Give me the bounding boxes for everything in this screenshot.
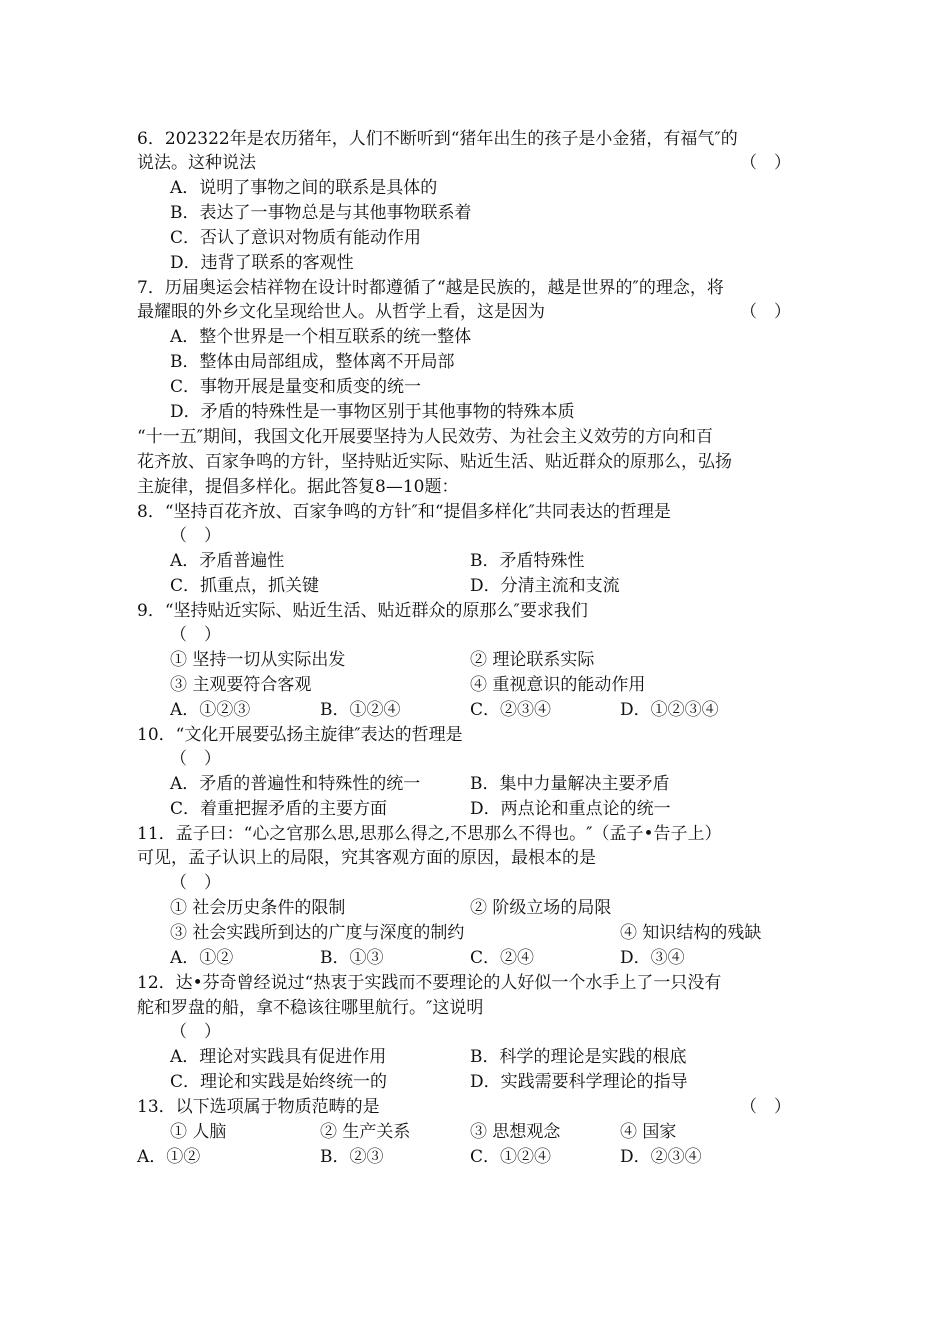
q10-option-b: B．集中力量解决主要矛盾 bbox=[470, 774, 670, 794]
q6-option-d: D．违背了联系的客观性 bbox=[170, 253, 354, 273]
q7-option-c: C．事物开展是量变和质变的统一 bbox=[170, 377, 422, 397]
q11-option-d: D．③④ bbox=[620, 948, 685, 968]
passage-line1: “十一五″期间，我国文化开展要坚持为人民效劳、为社会主义效劳的方向和百 bbox=[137, 427, 714, 447]
q9-statement-4: ④ 重视意识的能动作用 bbox=[470, 675, 646, 695]
q9-answer-blank: （ ） bbox=[170, 625, 221, 645]
q13-statement-4: ④ 国家 bbox=[620, 1122, 677, 1142]
q11-answer-blank: （ ） bbox=[170, 873, 221, 893]
q7-stem-line2: 最耀眼的外乡文化呈现给世人。从哲学上看，这是因为 bbox=[137, 302, 545, 322]
q13-statement-1: ① 人脑 bbox=[170, 1122, 227, 1142]
q10-answer-blank: （ ） bbox=[170, 749, 221, 769]
q13-statement-2: ② 生产关系 bbox=[320, 1122, 411, 1142]
q8-option-b: B．矛盾特殊性 bbox=[470, 551, 585, 571]
q8-option-a: A．矛盾普遍性 bbox=[170, 551, 285, 571]
q12-stem-line1: 12．达•芬奇曾经说过“热衷于实践而不要理论的人好似一个水手上了一只没有 bbox=[137, 973, 722, 993]
q12-answer-blank: （ ） bbox=[170, 1022, 221, 1042]
q13-statement-3: ③ 思想观念 bbox=[470, 1122, 561, 1142]
q6-option-a: A．说明了事物之间的联系是具体的 bbox=[170, 178, 438, 198]
q11-option-a: A．①② bbox=[170, 948, 234, 968]
q8-answer-blank: （ ） bbox=[170, 526, 221, 546]
q9-statement-1: ① 坚持一切从实际出发 bbox=[170, 650, 346, 670]
q9-statement-2: ② 理论联系实际 bbox=[470, 650, 595, 670]
q9-statement-3: ③ 主观要符合客观 bbox=[170, 675, 312, 695]
q12-option-b: B．科学的理论是实践的根底 bbox=[470, 1047, 687, 1067]
q11-stem-line2: 可见，孟子认识上的局限，究其客观方面的原因，最根本的是 bbox=[137, 848, 596, 868]
q11-statement-3: ③ 社会实践所到达的广度与深度的制约 bbox=[170, 923, 465, 943]
q12-option-c: C．理论和实践是始终统一的 bbox=[170, 1072, 388, 1092]
q11-option-c: C．②④ bbox=[470, 948, 535, 968]
q8-stem: 8．“坚持百花齐放、百家争鸣的方针″和“提倡多样化″共同表达的哲理是 bbox=[137, 502, 671, 522]
q11-statement-4: ④ 知识结构的残缺 bbox=[620, 923, 762, 943]
q9-option-b: B．①②④ bbox=[320, 700, 401, 720]
q7-option-b: B．整体由局部组成，整体离不开局部 bbox=[170, 352, 455, 372]
q11-option-b: B．①③ bbox=[320, 948, 384, 968]
q13-option-d: D．②③④ bbox=[620, 1147, 702, 1167]
q6-answer-blank: （ ） bbox=[740, 153, 791, 173]
q10-option-c: C．着重把握矛盾的主要方面 bbox=[170, 799, 388, 819]
q11-statement-2: ② 阶级立场的局限 bbox=[470, 898, 612, 918]
q13-option-a: A．①② bbox=[137, 1147, 201, 1167]
q10-stem: 10．“文化开展要弘扬主旋律″表达的哲理是 bbox=[137, 725, 463, 745]
q7-option-a: A．整个世界是一个相互联系的统一整体 bbox=[170, 327, 472, 347]
q8-option-d: D．分清主流和支流 bbox=[470, 576, 620, 596]
q8-option-c: C．抓重点，抓关键 bbox=[170, 576, 320, 596]
q10-option-d: D．两点论和重点论的统一 bbox=[470, 799, 671, 819]
q7-answer-blank: （ ） bbox=[740, 302, 791, 322]
q13-answer-blank: （ ） bbox=[740, 1097, 791, 1117]
q10-option-a: A．矛盾的普遍性和特殊性的统一 bbox=[170, 774, 421, 794]
q13-stem: 13．以下选项属于物质范畴的是 bbox=[137, 1097, 380, 1117]
q9-option-c: C．②③④ bbox=[470, 700, 552, 720]
passage-line3: 主旋律，提倡多样化。据此答复8—10题： bbox=[137, 477, 459, 497]
q7-stem-line1: 7．历届奥运会桔祥物在设计时都遵循了“越是民族的，越是世界的″的理念，将 bbox=[137, 278, 724, 298]
q6-option-c: C．否认了意识对物质有能动作用 bbox=[170, 228, 422, 248]
q9-option-a: A．①②③ bbox=[170, 700, 251, 720]
q13-option-c: C．①②④ bbox=[470, 1147, 552, 1167]
q7-option-d: D．矛盾的特殊性是一事物区别于其他事物的特殊本质 bbox=[170, 402, 575, 422]
q9-stem: 9．“坚持贴近实际、贴近生活、贴近群众的原那么″要求我们 bbox=[137, 601, 588, 621]
q12-option-d: D．实践需要科学理论的指导 bbox=[470, 1072, 688, 1092]
q12-stem-line2: 舵和罗盘的船，拿不稳该往哪里航行。″这说明 bbox=[137, 998, 484, 1018]
q6-stem-line1: 6．202322年是农历猪年，人们不断听到“猪年出生的孩子是小金猪，有福气″的 bbox=[137, 129, 738, 149]
q9-option-d: D．①②③④ bbox=[620, 700, 719, 720]
q11-statement-1: ① 社会历史条件的限制 bbox=[170, 898, 346, 918]
q11-stem-line1: 11．孟子曰：“心之官那么思,思那么得之,不思那么不得也。″（孟子•告子上） bbox=[137, 824, 722, 844]
q13-option-b: B．②③ bbox=[320, 1147, 384, 1167]
q6-option-b: B．表达了一事物总是与其他事物联系着 bbox=[170, 203, 472, 223]
q12-option-a: A．理论对实践具有促进作用 bbox=[170, 1047, 387, 1067]
passage-line2: 花齐放、百家争鸣的方针，坚持贴近实际、贴近生活、贴近群众的原那么，弘扬 bbox=[137, 452, 732, 472]
q6-stem-line2: 说法。这种说法 bbox=[137, 153, 256, 173]
